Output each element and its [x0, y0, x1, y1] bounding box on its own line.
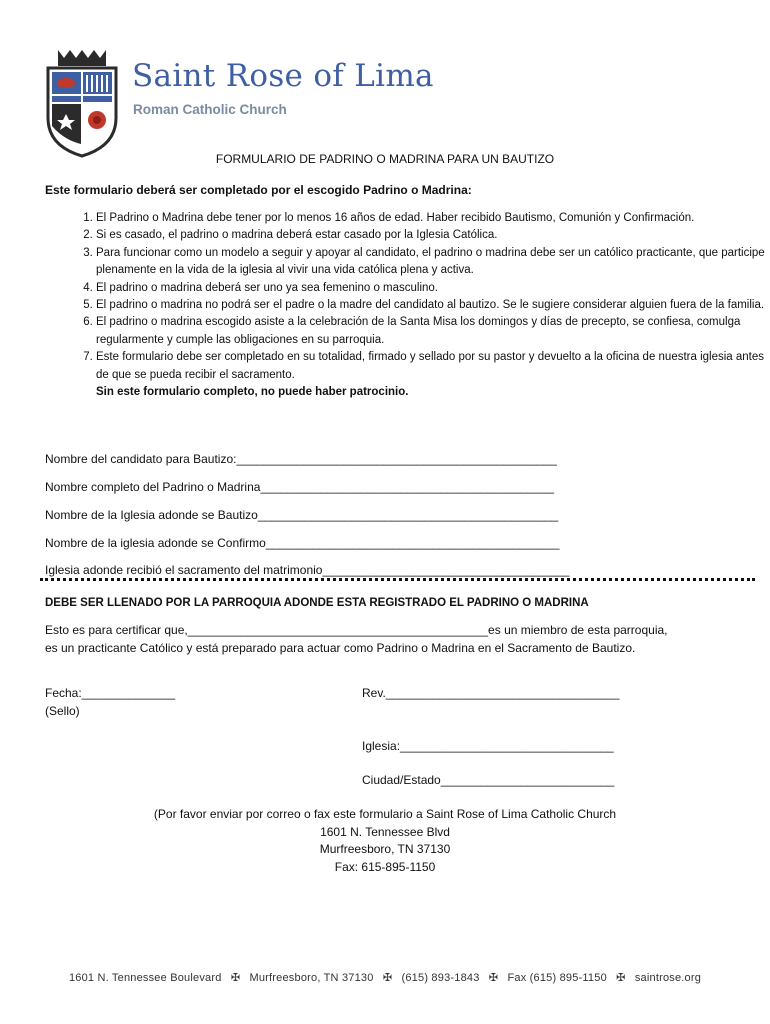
parish-crest-logo: [44, 48, 120, 158]
cross-icon: ✠: [230, 972, 241, 984]
parish-section-title: DEBE SER LLENADO POR LA PARROQUIA ADONDE ESTA REGISTRADO EL PADRINO O MADRINA: [45, 597, 589, 609]
requirement-item: 5. El padrino o madrina no podrá ser el padre o la madre del candidato al bautizo. Se le sugiere considerar alguien fuera de la familia.: [96, 297, 770, 314]
page-footer: [0, 971, 770, 984]
org-name: Saint Rose of Lima: [132, 58, 434, 94]
form-intro: Este formulario deberá ser completado por el escogido Padrino o Madrina:: [45, 183, 472, 197]
pastor-signature-field[interactable]: Rev.___________________________________: [362, 686, 620, 700]
church-field[interactable]: Iglesia:________________________________: [362, 739, 614, 753]
candidate-name-field[interactable]: Nombre del candidato para Bautizo:________________________________________________: [45, 452, 557, 466]
marriage-church-field[interactable]: Iglesia adonde recibió el sacramento del matrimonio_____________________________________: [45, 563, 570, 577]
requirement-item: 3. Para funcionar como un modelo a seguir y apoyar al candidato, el padrino o madrina debe ser un católico practicante, que participe plenamente en la vida de la iglesia al vivir una vida católica plena y activa.: [96, 245, 770, 280]
cross-icon: ✠: [488, 972, 499, 984]
requirement-item: 6. El padrino o madrina escogido asiste a la celebración de la Santa Misa los domingos y días de precepto, se confiesa, comulga regularmente y cumple las obligaciones en su parroquia.: [96, 314, 770, 349]
footer-website-link[interactable]: saintrose.org: [634, 972, 702, 984]
footer-address: 1601 N. Tennessee Boulevard: [68, 972, 222, 984]
requirement-item: 2. Si es casado, el padrino o madrina deberá estar casado por la Iglesia Católica.: [96, 227, 770, 244]
seal-label: (Sello): [45, 704, 80, 718]
requirement-item-text: Este formulario debe ser completado en su totalidad, firmado y sellado por su pastor y devuelto a la oficina de nuestra iglesia antes de que se pueda recibir el sacramento.: [96, 351, 765, 381]
org-subtitle: Roman Catholic Church: [133, 102, 287, 117]
footer-fax: Fax (615) 895-1150: [507, 972, 607, 984]
mailing-line: (Por favor enviar por correo o fax este formulario a Saint Rose of Lima Catholic Church: [153, 807, 617, 821]
mailing-fax: Fax: 615-895-1150: [334, 859, 436, 874]
cross-icon: ✠: [382, 972, 393, 984]
mailing-instructions: [0, 806, 770, 876]
requirement-item: 1. El Padrino o Madrina debe tener por lo menos 16 años de edad. Haber recibido Bautismo, Comunión y Confirmación.: [96, 210, 770, 227]
section-divider: [40, 578, 755, 581]
date-field[interactable]: Fecha:______________: [45, 686, 176, 700]
mailing-city: Murfreesboro, TN 37130: [319, 842, 451, 856]
requirement-warning: Sin este formulario completo, no puede haber patrocinio.: [96, 386, 409, 399]
requirement-item: [96, 349, 770, 401]
requirement-item: 4. El padrino o madrina deberá ser uno ya sea femenino o masculino.: [96, 280, 770, 297]
sponsor-name-field[interactable]: Nombre completo del Padrino o Madrina____________________________________________: [45, 480, 555, 494]
form-title: FORMULARIO DE PADRINO O MADRINA PARA UN BAUTIZO: [215, 152, 555, 166]
requirements-list: [45, 210, 770, 401]
footer-city: Murfreesboro, TN 37130: [249, 972, 374, 984]
baptism-church-field[interactable]: Nombre de la Iglesia adonde se Bautizo_____________________________________________: [45, 508, 559, 522]
certify-line[interactable]: Esto es para certificar que,_____________________________________________es un miembro de esta parroquia,: [45, 623, 668, 637]
city-state-field[interactable]: Ciudad/Estado__________________________: [362, 773, 615, 787]
mailing-street: 1601 N. Tennessee Blvd: [320, 824, 450, 839]
confirmation-church-field[interactable]: Nombre de la iglesia adonde se Confirmo____________________________________________: [45, 536, 560, 550]
cross-icon: ✠: [616, 972, 626, 984]
footer-phone: (615) 893-1843: [401, 972, 480, 984]
certify-text: es un practicante Católico y está preparado para actuar como Padrino o Madrina en el Sacramento de Bautizo.: [45, 641, 636, 655]
